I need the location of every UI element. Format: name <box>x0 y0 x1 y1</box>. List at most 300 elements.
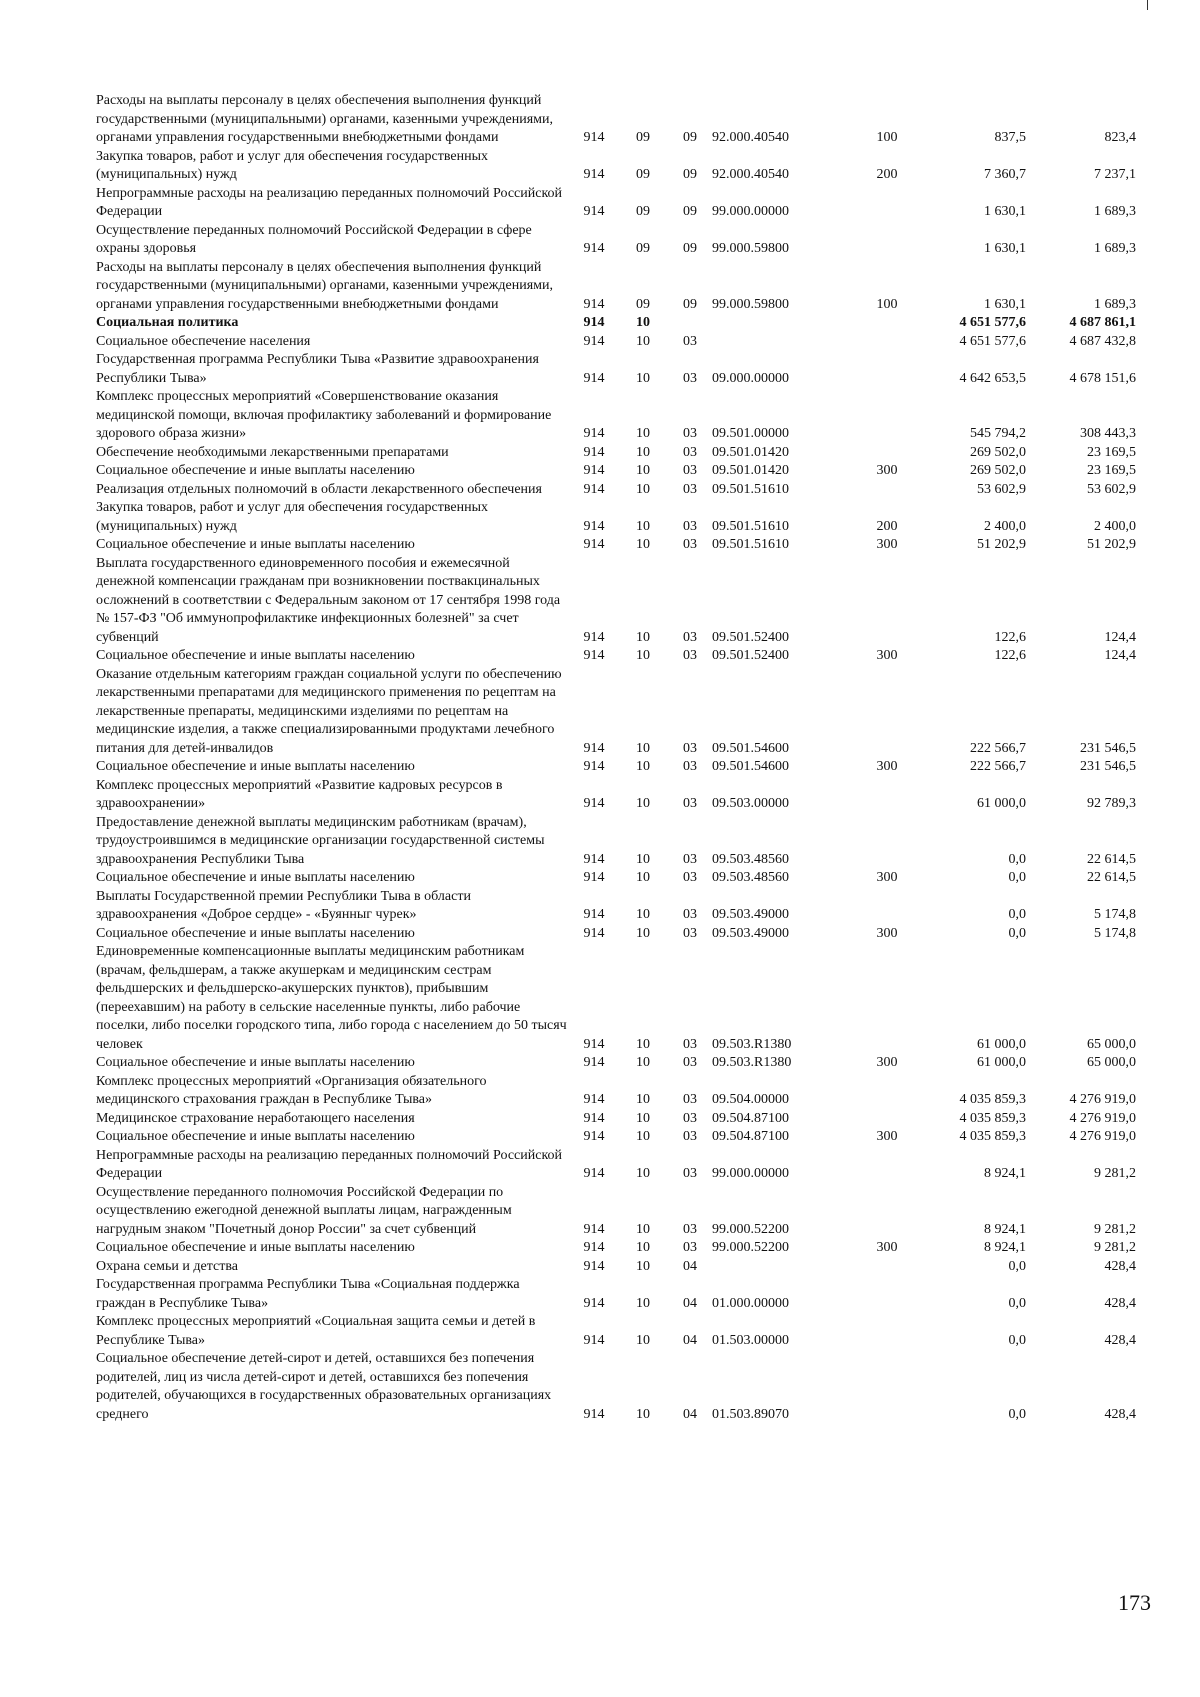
cell-grbs: 914 <box>583 518 605 534</box>
cell-section: 10 <box>636 370 650 386</box>
table-row <box>96 1276 1136 1313</box>
cell-expense-type <box>856 814 918 870</box>
cell-target-article: 09.504.00000 <box>712 1092 789 1107</box>
cell-amount-year2: 9 281,2 <box>1094 1240 1136 1255</box>
cell-grbs: 914 <box>583 629 605 645</box>
cell-amount-year1: 222 566,7 <box>970 759 1026 774</box>
cell-expense-type: 300 <box>876 537 898 552</box>
cell-amount-year1: 0,0 <box>1008 851 1026 867</box>
row-name: Социальное обеспечение и иные выплаты населению <box>96 870 415 885</box>
table-row <box>96 555 1136 648</box>
cell-grbs: 914 <box>583 907 605 922</box>
budget-table <box>96 92 1136 1424</box>
cell-target-article: 09.503.48560 <box>712 851 789 867</box>
cell-section: 10 <box>636 759 650 774</box>
table-row <box>96 1147 1136 1184</box>
cell-subsection: 03 <box>683 463 697 478</box>
row-name: Выплаты Государственной премии Республики Тыва в области здравоохранения «Доброе сердце» - «Буянныг чурек» <box>96 888 471 922</box>
cell-subsection: 04 <box>683 1258 697 1274</box>
cell-grbs: 914 <box>583 1258 605 1274</box>
cell-section: 10 <box>636 1129 650 1144</box>
cell-amount-year1: 1 630,1 <box>984 204 1026 219</box>
cell-target-article: 09.503.49000 <box>712 907 789 922</box>
cell-target-article: 09.501.01420 <box>712 444 789 460</box>
table-row <box>96 259 1136 315</box>
cell-subsection: 03 <box>683 851 697 867</box>
cell-section: 09 <box>636 204 650 219</box>
row-name: Социальное обеспечение и иные выплаты населению <box>96 648 415 663</box>
cell-section: 10 <box>636 315 650 330</box>
cell-subsection: 03 <box>683 444 697 460</box>
scan-edge-mark <box>1147 0 1148 10</box>
table-row <box>96 148 1136 185</box>
cell-target-article: 99.000.59800 <box>712 241 789 256</box>
cell-expense-type <box>856 888 918 925</box>
table-row <box>96 777 1136 814</box>
cell-amount-year1: 4 035 859,3 <box>959 1110 1026 1126</box>
cell-subsection: 03 <box>683 333 697 349</box>
cell-section: 10 <box>636 1240 650 1255</box>
cell-subsection: 03 <box>683 648 697 663</box>
cell-amount-year2: 428,4 <box>1104 1295 1136 1311</box>
cell-subsection: 03 <box>683 518 697 534</box>
row-name: Социальное обеспечение и иные выплаты населению <box>96 759 415 774</box>
table-row <box>96 1313 1136 1350</box>
cell-target-article: 09.501.00000 <box>712 426 789 441</box>
cell-section: 10 <box>636 796 650 811</box>
cell-target-article: 99.000.59800 <box>712 296 789 312</box>
cell-amount-year2: 9 281,2 <box>1094 1166 1136 1181</box>
table-row <box>96 1239 1136 1258</box>
cell-amount-year1: 122,6 <box>994 648 1026 663</box>
cell-subsection: 03 <box>683 1240 697 1255</box>
cell-amount-year2: 23 169,5 <box>1087 463 1136 478</box>
cell-grbs: 914 <box>583 444 605 460</box>
table-row <box>96 925 1136 944</box>
cell-grbs: 914 <box>583 426 605 441</box>
cell-expense-type: 300 <box>876 759 898 774</box>
cell-grbs: 914 <box>583 167 605 182</box>
cell-section: 10 <box>636 870 650 885</box>
cell-target-article: 09.503.00000 <box>712 796 789 811</box>
cell-amount-year2: 9 281,2 <box>1094 1221 1136 1237</box>
row-name: Социальное обеспечение и иные выплаты населению <box>96 1129 415 1144</box>
cell-section: 09 <box>636 130 650 145</box>
row-name: Социальное обеспечение населения <box>96 333 311 349</box>
cell-subsection: 04 <box>683 1295 697 1311</box>
cell-amount-year2: 51 202,9 <box>1087 537 1136 552</box>
table-row <box>96 814 1136 870</box>
cell-expense-type: 300 <box>876 648 898 663</box>
cell-amount-year1: 0,0 <box>1008 870 1026 885</box>
row-name: Осуществление переданного полномочия Российской Федерации по осуществлению ежегодной денежной выплаты лицам, награжденным нагрудным знаком "Почетный донор России" за счет субвенций <box>96 1184 512 1237</box>
cell-amount-year1: 0,0 <box>1008 925 1026 941</box>
table-row <box>96 1350 1136 1424</box>
cell-section: 10 <box>636 1406 650 1422</box>
cell-target-article <box>712 333 856 352</box>
cell-subsection: 03 <box>683 370 697 386</box>
cell-expense-type <box>856 333 918 352</box>
cell-section: 10 <box>636 481 650 497</box>
cell-amount-year2: 4 276 919,0 <box>1069 1110 1136 1126</box>
cell-amount-year2: 4 276 919,0 <box>1069 1092 1136 1107</box>
cell-grbs: 914 <box>583 1055 605 1070</box>
cell-subsection: 03 <box>683 481 697 497</box>
cell-amount-year1: 4 642 653,5 <box>959 370 1026 386</box>
cell-target-article: 92.000.40540 <box>712 167 789 182</box>
cell-amount-year1: 837,5 <box>994 130 1026 145</box>
table-row <box>96 1258 1136 1277</box>
cell-amount-year1: 61 000,0 <box>977 1055 1026 1070</box>
cell-expense-type <box>856 943 918 1054</box>
cell-subsection: 04 <box>683 1406 697 1422</box>
cell-grbs: 914 <box>583 1129 605 1144</box>
table-row <box>96 869 1136 888</box>
cell-section: 10 <box>636 1092 650 1107</box>
cell-target-article: 09.501.54600 <box>712 759 789 774</box>
table-row <box>96 92 1136 148</box>
cell-target-article: 09.501.52400 <box>712 629 789 645</box>
cell-section: 10 <box>636 1036 650 1052</box>
cell-amount-year2: 53 602,9 <box>1087 481 1136 497</box>
row-name: Медицинское страхование неработающего населения <box>96 1110 415 1126</box>
cell-amount-year2: 428,4 <box>1104 1258 1136 1274</box>
cell-subsection: 03 <box>683 1129 697 1144</box>
cell-amount-year2: 1 689,3 <box>1094 296 1136 312</box>
cell-expense-type: 300 <box>876 1129 898 1144</box>
row-name: Непрограммные расходы на реализацию переданных полномочий Российской Федерации <box>96 1147 563 1181</box>
cell-target-article: 09.503.R1380 <box>712 1036 792 1052</box>
row-name: Комплекс процессных мероприятий «Развитие кадровых ресурсов в здравоохранении» <box>96 777 503 811</box>
cell-amount-year1: 8 924,1 <box>984 1240 1026 1255</box>
budget-table-body <box>96 92 1136 1424</box>
cell-expense-type <box>856 1313 918 1350</box>
cell-amount-year1: 8 924,1 <box>984 1166 1026 1181</box>
cell-section: 10 <box>636 1295 650 1311</box>
cell-subsection: 03 <box>683 1092 697 1107</box>
cell-expense-type <box>856 666 918 759</box>
cell-grbs: 914 <box>583 851 605 867</box>
row-name: Оказание отдельным категориям граждан социальной услуги по обеспечению лекарственными препаратами для медицинского применения по рецептам на лекарственные препараты, медицинскими изделиями по рецептам на медицинские изделия, а также специализированными продуктами лечебного питания для детей-инвалидов <box>96 666 562 756</box>
row-name: Социальное обеспечение детей-сирот и детей, оставшихся без попечения родителей, лиц из числа детей-сирот и детей, оставшихся без попечения родителей, обучающихся в государственных образовательных организациях среднего <box>96 1351 552 1422</box>
cell-section: 10 <box>636 463 650 478</box>
cell-section: 10 <box>636 1166 650 1181</box>
cell-subsection: 03 <box>683 1166 697 1181</box>
row-name: Предоставление денежной выплаты медицинским работникам (врачам), трудоустроившимся в медицинские организации государственной системы здравоохранения Республики Тыва <box>96 814 545 867</box>
cell-grbs: 914 <box>583 315 605 330</box>
cell-amount-year1: 2 400,0 <box>984 518 1026 534</box>
cell-amount-year2: 65 000,0 <box>1087 1036 1136 1052</box>
row-name: Социальное обеспечение и иные выплаты населению <box>96 925 415 941</box>
row-name: Реализация отдельных полномочий в области лекарственного обеспечения <box>96 481 542 497</box>
cell-grbs: 914 <box>583 1332 605 1348</box>
table-row <box>96 1073 1136 1110</box>
cell-subsection: 03 <box>683 925 697 941</box>
row-name: Комплекс процессных мероприятий «Совершенствование оказания медицинской помощи, включая профилактику заболеваний и формирование здорового образа жизни» <box>96 389 552 441</box>
cell-amount-year2: 5 174,8 <box>1094 925 1136 941</box>
row-name: Охрана семьи и детства <box>96 1258 238 1274</box>
cell-expense-type <box>856 314 918 333</box>
cell-amount-year2: 23 169,5 <box>1087 444 1136 460</box>
cell-subsection: 03 <box>683 1036 697 1052</box>
table-row <box>96 462 1136 481</box>
cell-amount-year2: 231 546,5 <box>1080 759 1136 774</box>
cell-subsection: 03 <box>683 870 697 885</box>
table-row <box>96 1184 1136 1240</box>
cell-expense-type: 300 <box>876 1240 898 1255</box>
cell-subsection: 03 <box>683 759 697 774</box>
cell-section: 10 <box>636 537 650 552</box>
cell-target-article: 09.000.00000 <box>712 370 789 386</box>
cell-expense-type <box>856 444 918 463</box>
cell-target-article: 09.501.51610 <box>712 518 789 534</box>
cell-amount-year1: 545 794,2 <box>970 426 1026 441</box>
cell-section: 09 <box>636 241 650 256</box>
cell-expense-type <box>856 185 918 222</box>
row-name: Выплата государственного единовременного пособия и ежемесячной денежной компенсации гражданам при возникновении поствакцинальных осложнений в соответствии с Федеральным законом от 17 сентября 1998 года № 157-ФЗ "Об иммунопрофилактике инфекционных болезней" за счет субвенций <box>96 555 561 645</box>
cell-subsection: 03 <box>683 537 697 552</box>
cell-section: 10 <box>636 444 650 460</box>
table-row <box>96 536 1136 555</box>
cell-expense-type: 100 <box>876 130 898 145</box>
cell-section: 10 <box>636 629 650 645</box>
cell-expense-type: 200 <box>876 518 898 534</box>
row-name: Государственная программа Республики Тыва «Социальная поддержка граждан в Республике Тыва» <box>96 1277 520 1311</box>
table-row <box>96 333 1136 352</box>
row-name: Комплекс процессных мероприятий «Организация обязательного медицинского страхования граждан в Республике Тыва» <box>96 1073 487 1107</box>
table-row <box>96 481 1136 500</box>
cell-amount-year1: 0,0 <box>1008 907 1026 922</box>
cell-target-article: 09.501.01420 <box>712 463 789 478</box>
cell-amount-year2: 1 689,3 <box>1094 204 1136 219</box>
cell-section: 10 <box>636 1221 650 1237</box>
cell-grbs: 914 <box>583 241 605 256</box>
cell-expense-type <box>856 1147 918 1184</box>
row-name: Единовременные компенсационные выплаты медицинским работникам (врачам, фельдшерам, а также акушеркам и медицинским сестрам фельдшерских и фельдшерско-акушерских пунктов), прибывшим (переехавшим) на работу в сельские населенные пункты, либо рабочие поселки, либо поселки городского типа, либо города с населением до 50 тысяч человек <box>96 944 567 1052</box>
cell-amount-year1: 51 202,9 <box>977 537 1026 552</box>
cell-subsection: 03 <box>683 1055 697 1070</box>
row-name: Закупка товаров, работ и услуг для обеспечения государственных (муниципальных) нужд <box>96 500 489 534</box>
cell-amount-year1: 4 035 859,3 <box>959 1092 1026 1107</box>
cell-amount-year1: 0,0 <box>1008 1332 1026 1348</box>
cell-amount-year1: 269 502,0 <box>970 463 1026 478</box>
cell-expense-type: 100 <box>876 296 898 312</box>
cell-grbs: 914 <box>583 740 605 756</box>
row-name: Социальное обеспечение и иные выплаты населению <box>96 1055 415 1070</box>
cell-subsection: 03 <box>683 907 697 922</box>
cell-amount-year2: 823,4 <box>1104 130 1136 145</box>
cell-target-article: 99.000.52200 <box>712 1240 789 1255</box>
cell-amount-year2: 22 614,5 <box>1087 851 1136 867</box>
cell-target-article: 09.503.49000 <box>712 925 789 941</box>
cell-grbs: 914 <box>583 463 605 478</box>
cell-grbs: 914 <box>583 925 605 941</box>
cell-amount-year1: 53 602,9 <box>977 481 1026 497</box>
cell-target-article: 09.503.R1380 <box>712 1055 792 1070</box>
cell-target-article: 09.503.48560 <box>712 870 789 885</box>
table-row <box>96 351 1136 388</box>
cell-amount-year2: 4 687 432,8 <box>1069 333 1136 349</box>
cell-expense-type <box>856 1276 918 1313</box>
cell-subsection <box>668 314 712 333</box>
cell-subsection: 04 <box>683 1332 697 1348</box>
cell-expense-type: 200 <box>876 167 898 182</box>
cell-amount-year1: 4 035 859,3 <box>959 1129 1026 1144</box>
cell-grbs: 914 <box>583 1295 605 1311</box>
cell-grbs: 914 <box>583 1166 605 1181</box>
cell-amount-year1: 7 360,7 <box>984 167 1026 182</box>
cell-amount-year2: 22 614,5 <box>1087 870 1136 885</box>
cell-amount-year1: 1 630,1 <box>984 296 1026 312</box>
cell-amount-year2: 2 400,0 <box>1094 518 1136 534</box>
table-row <box>96 758 1136 777</box>
cell-target-article: 09.501.52400 <box>712 648 789 663</box>
cell-subsection: 09 <box>683 204 697 219</box>
cell-section: 10 <box>636 1110 650 1126</box>
cell-amount-year2: 428,4 <box>1104 1332 1136 1348</box>
cell-grbs: 914 <box>583 1092 605 1107</box>
cell-amount-year2: 4 687 861,1 <box>1069 315 1136 330</box>
cell-amount-year2: 231 546,5 <box>1080 740 1136 756</box>
cell-grbs: 914 <box>583 1110 605 1126</box>
cell-target-article <box>712 1258 856 1277</box>
cell-amount-year1: 0,0 <box>1008 1258 1026 1274</box>
table-row <box>96 185 1136 222</box>
table-row <box>96 499 1136 536</box>
cell-grbs: 914 <box>583 130 605 145</box>
table-row <box>96 666 1136 759</box>
cell-subsection: 09 <box>683 241 697 256</box>
row-name: Социальное обеспечение и иные выплаты населению <box>96 1240 415 1255</box>
cell-section: 10 <box>636 333 650 349</box>
cell-section: 10 <box>636 648 650 663</box>
row-name: Комплекс процессных мероприятий «Социальная защита семьи и детей в Республике Тыва» <box>96 1314 536 1348</box>
table-row <box>96 888 1136 925</box>
table-row <box>96 943 1136 1054</box>
cell-expense-type: 300 <box>876 463 898 478</box>
cell-subsection: 03 <box>683 740 697 756</box>
row-name: Социальное обеспечение и иные выплаты населению <box>96 463 415 478</box>
cell-subsection: 09 <box>683 130 697 145</box>
cell-section: 10 <box>636 518 650 534</box>
cell-grbs: 914 <box>583 1406 605 1422</box>
cell-grbs: 914 <box>583 1221 605 1237</box>
cell-expense-type <box>856 777 918 814</box>
cell-target-article: 01.503.00000 <box>712 1332 789 1348</box>
table-row <box>96 1128 1136 1147</box>
cell-subsection: 09 <box>683 167 697 182</box>
table-row <box>96 647 1136 666</box>
cell-amount-year1: 4 651 577,6 <box>959 315 1026 330</box>
cell-amount-year1: 269 502,0 <box>970 444 1026 460</box>
cell-grbs: 914 <box>583 648 605 663</box>
cell-target-article: 99.000.52200 <box>712 1221 789 1237</box>
cell-amount-year1: 1 630,1 <box>984 241 1026 256</box>
cell-expense-type: 300 <box>876 870 898 885</box>
table-row <box>96 1110 1136 1129</box>
cell-amount-year1: 61 000,0 <box>977 796 1026 811</box>
cell-amount-year1: 0,0 <box>1008 1406 1026 1422</box>
row-name: Закупка товаров, работ и услуг для обеспечения государственных (муниципальных) нужд <box>96 148 489 182</box>
cell-amount-year1: 122,6 <box>994 629 1026 645</box>
cell-target-article: 09.504.87100 <box>712 1110 789 1126</box>
cell-expense-type <box>856 555 918 648</box>
cell-grbs: 914 <box>583 759 605 774</box>
cell-amount-year2: 65 000,0 <box>1087 1055 1136 1070</box>
cell-subsection: 03 <box>683 629 697 645</box>
cell-amount-year2: 5 174,8 <box>1094 907 1136 922</box>
cell-subsection: 03 <box>683 1110 697 1126</box>
cell-section: 10 <box>636 851 650 867</box>
cell-expense-type <box>856 1073 918 1110</box>
cell-amount-year2: 4 276 919,0 <box>1069 1129 1136 1144</box>
row-name: Государственная программа Республики Тыва «Развитие здравоохранения Республики Тыва» <box>96 352 539 386</box>
page-number: 173 <box>1118 1590 1151 1615</box>
cell-section: 10 <box>636 1332 650 1348</box>
cell-target-article: 01.503.89070 <box>712 1406 789 1422</box>
cell-grbs: 914 <box>583 333 605 349</box>
cell-target-article: 09.501.54600 <box>712 740 789 756</box>
cell-section: 10 <box>636 740 650 756</box>
cell-target-article: 92.000.40540 <box>712 130 789 145</box>
cell-expense-type: 300 <box>876 1055 898 1070</box>
cell-grbs: 914 <box>583 1240 605 1255</box>
cell-subsection: 03 <box>683 796 697 811</box>
cell-amount-year1: 61 000,0 <box>977 1036 1026 1052</box>
cell-section: 10 <box>636 925 650 941</box>
cell-grbs: 914 <box>583 796 605 811</box>
cell-subsection: 03 <box>683 1221 697 1237</box>
cell-grbs: 914 <box>583 537 605 552</box>
cell-amount-year2: 308 443,3 <box>1080 426 1136 441</box>
cell-section: 09 <box>636 296 650 312</box>
cell-section: 10 <box>636 1055 650 1070</box>
cell-expense-type <box>856 222 918 259</box>
cell-amount-year2: 4 678 151,6 <box>1069 370 1136 386</box>
cell-expense-type <box>856 1350 918 1424</box>
cell-section: 10 <box>636 1258 650 1274</box>
cell-amount-year1: 222 566,7 <box>970 740 1026 756</box>
cell-expense-type <box>856 351 918 388</box>
cell-target-article <box>712 314 856 333</box>
cell-amount-year2: 124,4 <box>1104 629 1136 645</box>
cell-expense-type <box>856 388 918 444</box>
row-name: Расходы на выплаты персоналу в целях обеспечения выполнения функций государственными (муниципальными) органами, казенными учреждениями, органами управления государственными внебюджетными фондами <box>96 259 553 312</box>
table-row <box>96 314 1136 333</box>
cell-grbs: 914 <box>583 870 605 885</box>
row-name: Непрограммные расходы на реализацию переданных полномочий Российской Федерации <box>96 185 563 219</box>
cell-grbs: 914 <box>583 204 605 219</box>
cell-amount-year2: 124,4 <box>1104 648 1136 663</box>
cell-amount-year2: 7 237,1 <box>1094 167 1136 182</box>
cell-grbs: 914 <box>583 370 605 386</box>
table-row <box>96 222 1136 259</box>
row-name: Расходы на выплаты персоналу в целях обеспечения выполнения функций государственными (муниципальными) органами, казенными учреждениями, органами управления государственными внебюджетными фондами <box>96 93 553 145</box>
cell-grbs: 914 <box>583 296 605 312</box>
cell-amount-year1: 8 924,1 <box>984 1221 1026 1237</box>
cell-amount-year2: 92 789,3 <box>1087 796 1136 811</box>
cell-section: 10 <box>636 907 650 922</box>
cell-target-article: 99.000.00000 <box>712 1166 789 1181</box>
cell-expense-type <box>856 1110 918 1129</box>
cell-target-article: 99.000.00000 <box>712 204 789 219</box>
cell-section: 10 <box>636 426 650 441</box>
cell-target-article: 09.501.51610 <box>712 537 789 552</box>
cell-expense-type <box>856 1258 918 1277</box>
cell-grbs: 914 <box>583 481 605 497</box>
cell-amount-year2: 1 689,3 <box>1094 241 1136 256</box>
cell-target-article: 09.501.51610 <box>712 481 789 497</box>
